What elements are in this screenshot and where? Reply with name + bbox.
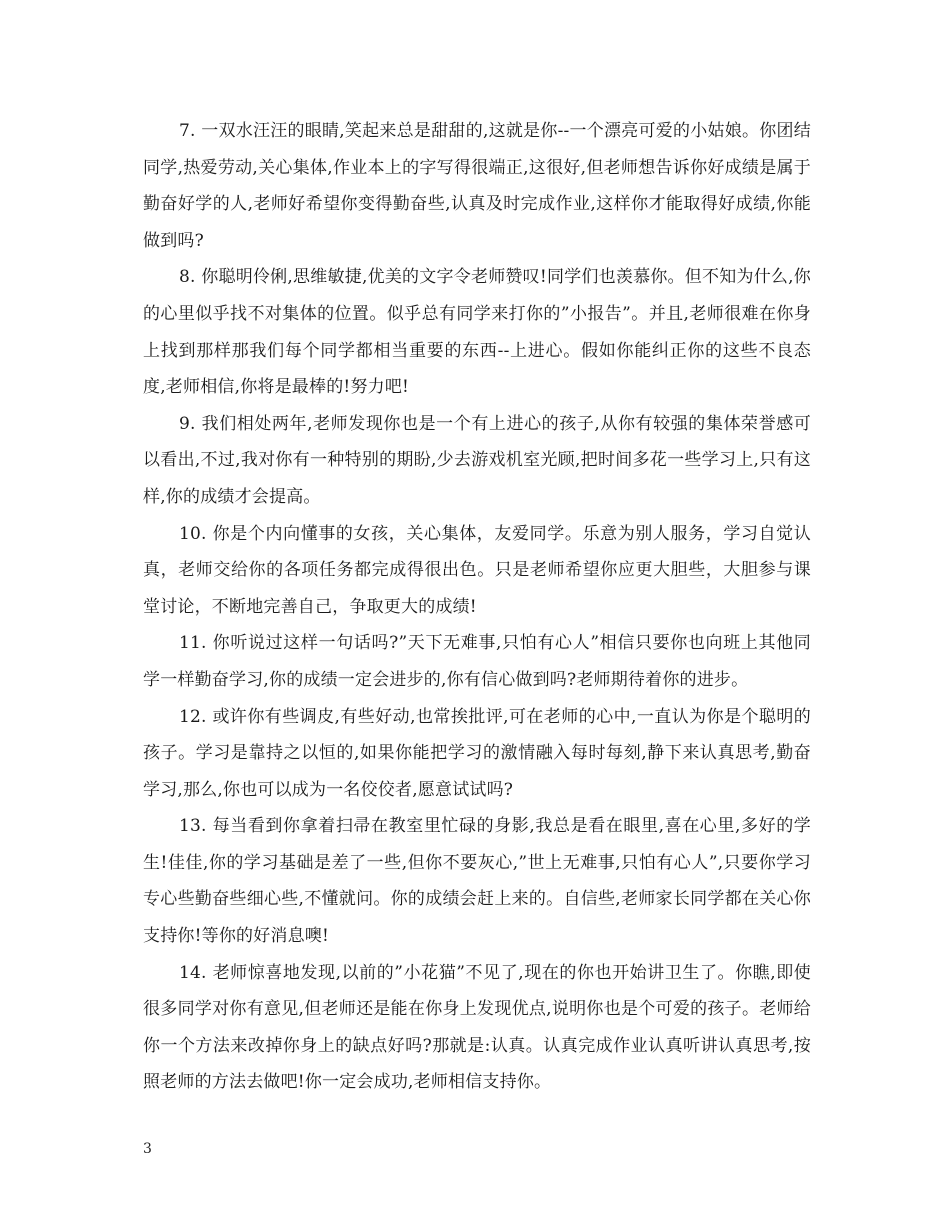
comment-paragraph-11: 11. 你听说过这样一句话吗?”天下无难事,只怕有心人”相信只要你也向班上其他同学一样勤奋学习,你的成绩一定会进步的,你有信心做到吗?老师期待着你的进步。 xyxy=(143,633,811,690)
comment-paragraph-9: 9. 我们相处两年,老师发现你也是一个有上进心的孩子,从你有较强的集体荣誉感可以看出,不过,我对你有一种特别的期盼,少去游戏机室光顾,把时间多花一些学习上,只有这样,你的成绩才会提高。 xyxy=(143,413,811,507)
comment-paragraph-14: 14. 老师惊喜地发现,以前的”小花猫”不见了,现在的你也开始讲卫生了。你瞧,即使很多同学对你有意见,但老师还是能在你身上发现优点,说明你也是个可爱的孩子。老师给你一个方法来改掉你身上的缺点好吗?那就是:认真。认真完成作业认真听讲认真思考,按照老师的方法去做吧!你一定会成功,老师相信支持你。 xyxy=(143,962,811,1093)
comment-paragraph-10: 10. 你是个内向懂事的女孩，关心集体，友爱同学。乐意为别人服务，学习自觉认真，老师交给你的各项任务都完成得很出色。只是老师希望你应更大胆些，大胆参与课堂讨论，不断地完善自己，争取更大的成绩! xyxy=(143,523,811,617)
comment-paragraph-8: 8. 你聪明伶俐,思维敏捷,优美的文字令老师赞叹!同学们也羡慕你。但不知为什么,你的心里似乎找不对集体的位置。似乎总有同学来打你的”小报告”。并且,老师很难在你身上找到那样那我们每个同学都相当重要的东西--上进心。假如你能纠正你的这些不良态度,老师相信,你将是最棒的!努力吧! xyxy=(143,267,811,398)
comment-paragraph-13: 13. 每当看到你拿着扫帚在教室里忙碌的身影,我总是看在眼里,喜在心里,多好的学生!佳佳,你的学习基础是差了一些,但你不要灰心,”世上无难事,只怕有心人”,只要你学习专心些勤奋些细心些,不懂就问。你的成绩会赶上来的。自信些,老师家长同学都在关心你支持你!等你的好消息噢! xyxy=(143,816,811,947)
body-text xyxy=(143,113,811,1101)
comment-paragraph-7: 7. 一双水汪汪的眼睛,笑起来总是甜甜的,这就是你--一个漂亮可爱的小姑娘。你团结同学,热爱劳动,关心集体,作业本上的字写得很端正,这很好,但老师想告诉你好成绩是属于勤奋好学的人,老师好希望你变得勤奋些,认真及时完成作业,这样你才能取得好成绩,你能做到吗? xyxy=(143,121,811,251)
page-number: 3 xyxy=(143,1141,152,1157)
comment-paragraph-12: 12. 或许你有些调皮,有些好动,也常挨批评,可在老师的心中,一直认为你是个聪明的孩子。学习是靠持之以恒的,如果你能把学习的激情融入每时每刻,静下来认真思考,勤奋学习,那么,你也可以成为一名佼佼者,愿意试试吗? xyxy=(143,706,811,800)
